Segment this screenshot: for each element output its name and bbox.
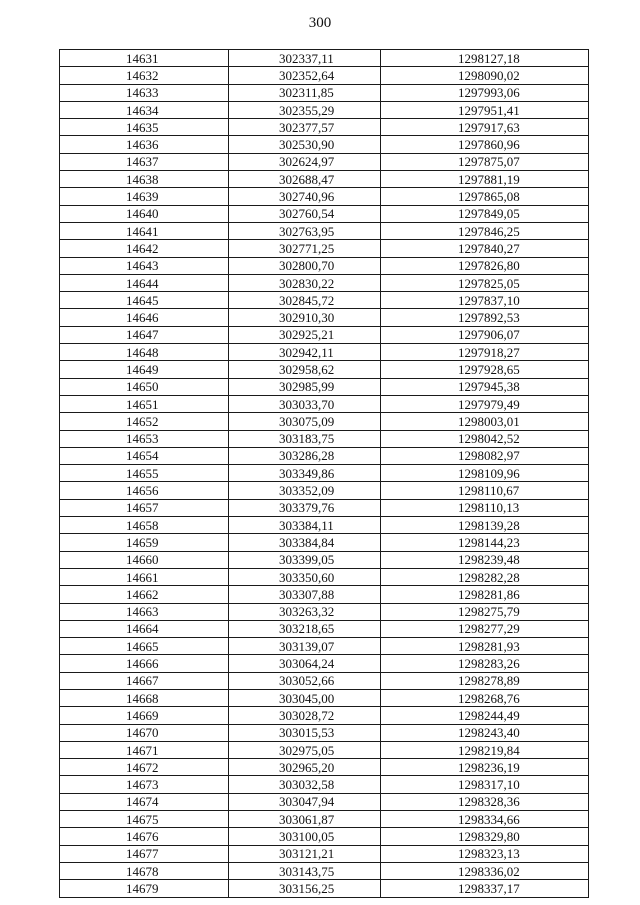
x-coordinate-cell: 303183,75 <box>229 430 381 447</box>
point-number-cell: 14670 <box>60 724 229 741</box>
y-coordinate-cell: 1297840,27 <box>381 240 589 257</box>
point-number-cell: 14651 <box>60 395 229 412</box>
table-row <box>60 499 589 516</box>
table-row <box>60 326 589 343</box>
point-number-cell: 14638 <box>60 171 229 188</box>
table-row <box>60 361 589 378</box>
y-coordinate-cell: 1298328,36 <box>381 793 589 810</box>
table-row <box>60 344 589 361</box>
table-row <box>60 586 589 603</box>
y-coordinate-cell: 1298127,18 <box>381 50 589 67</box>
y-coordinate-cell: 1298275,79 <box>381 603 589 620</box>
y-coordinate-cell: 1297875,07 <box>381 153 589 170</box>
x-coordinate-cell: 303307,88 <box>229 586 381 603</box>
point-number-cell: 14645 <box>60 292 229 309</box>
y-coordinate-cell: 1297846,25 <box>381 222 589 239</box>
y-coordinate-cell: 1297837,10 <box>381 292 589 309</box>
point-number-cell: 14668 <box>60 689 229 706</box>
table-row <box>60 534 589 551</box>
y-coordinate-cell: 1298082,97 <box>381 447 589 464</box>
y-coordinate-cell: 1297951,41 <box>381 101 589 118</box>
y-coordinate-cell: 1297865,08 <box>381 188 589 205</box>
point-number-cell: 14672 <box>60 759 229 776</box>
point-number-cell: 14653 <box>60 430 229 447</box>
point-number-cell: 14669 <box>60 707 229 724</box>
table-row <box>60 378 589 395</box>
y-coordinate-cell: 1297918,27 <box>381 344 589 361</box>
y-coordinate-cell: 1298281,93 <box>381 638 589 655</box>
table-row <box>60 828 589 845</box>
point-number-cell: 14643 <box>60 257 229 274</box>
table-row <box>60 880 589 897</box>
page-number: 300 <box>308 15 332 31</box>
table-row <box>60 274 589 291</box>
table-row <box>60 672 589 689</box>
point-number-cell: 14675 <box>60 811 229 828</box>
y-coordinate-cell: 1298139,28 <box>381 517 589 534</box>
point-number-cell: 14632 <box>60 67 229 84</box>
y-coordinate-cell: 1298236,19 <box>381 759 589 776</box>
x-coordinate-cell: 302942,11 <box>229 344 381 361</box>
y-coordinate-cell: 1298239,48 <box>381 551 589 568</box>
table-row <box>60 759 589 776</box>
point-number-cell: 14631 <box>60 50 229 67</box>
point-number-cell: 14647 <box>60 326 229 343</box>
y-coordinate-cell: 1297917,63 <box>381 119 589 136</box>
point-number-cell: 14661 <box>60 568 229 585</box>
y-coordinate-cell: 1298110,13 <box>381 499 589 516</box>
table-row <box>60 119 589 136</box>
x-coordinate-cell: 302311,85 <box>229 84 381 101</box>
x-coordinate-cell: 302530,90 <box>229 136 381 153</box>
x-coordinate-cell: 303139,07 <box>229 638 381 655</box>
y-coordinate-cell: 1298219,84 <box>381 741 589 758</box>
point-number-cell: 14676 <box>60 828 229 845</box>
y-coordinate-cell: 1298334,66 <box>381 811 589 828</box>
table-row <box>60 153 589 170</box>
point-number-cell: 14666 <box>60 655 229 672</box>
y-coordinate-cell: 1298317,10 <box>381 776 589 793</box>
x-coordinate-cell: 303121,21 <box>229 845 381 862</box>
point-number-cell: 14662 <box>60 586 229 603</box>
y-coordinate-cell: 1297945,38 <box>381 378 589 395</box>
x-coordinate-cell: 302845,72 <box>229 292 381 309</box>
y-coordinate-cell: 1297906,07 <box>381 326 589 343</box>
x-coordinate-cell: 302800,70 <box>229 257 381 274</box>
table-row <box>60 136 589 153</box>
x-coordinate-cell: 302925,21 <box>229 326 381 343</box>
table-row <box>60 811 589 828</box>
y-coordinate-cell: 1297892,53 <box>381 309 589 326</box>
point-number-cell: 14639 <box>60 188 229 205</box>
point-number-cell: 14664 <box>60 620 229 637</box>
y-coordinate-cell: 1298337,17 <box>381 880 589 897</box>
coordinates-table-body <box>60 50 589 898</box>
x-coordinate-cell: 303350,60 <box>229 568 381 585</box>
y-coordinate-cell: 1297826,80 <box>381 257 589 274</box>
y-coordinate-cell: 1298109,96 <box>381 465 589 482</box>
point-number-cell: 14640 <box>60 205 229 222</box>
point-number-cell: 14644 <box>60 274 229 291</box>
x-coordinate-cell: 302830,22 <box>229 274 381 291</box>
x-coordinate-cell: 302910,30 <box>229 309 381 326</box>
y-coordinate-cell: 1298090,02 <box>381 67 589 84</box>
y-coordinate-cell: 1297849,05 <box>381 205 589 222</box>
y-coordinate-cell: 1298283,26 <box>381 655 589 672</box>
point-number-cell: 14637 <box>60 153 229 170</box>
point-number-cell: 14663 <box>60 603 229 620</box>
y-coordinate-cell: 1298003,01 <box>381 413 589 430</box>
table-row <box>60 222 589 239</box>
x-coordinate-cell: 303100,05 <box>229 828 381 845</box>
y-coordinate-cell: 1298244,49 <box>381 707 589 724</box>
x-coordinate-cell: 302688,47 <box>229 171 381 188</box>
table-row <box>60 188 589 205</box>
point-number-cell: 14679 <box>60 880 229 897</box>
x-coordinate-cell: 302763,95 <box>229 222 381 239</box>
x-coordinate-cell: 303061,87 <box>229 811 381 828</box>
x-coordinate-cell: 303156,25 <box>229 880 381 897</box>
table-row <box>60 101 589 118</box>
point-number-cell: 14635 <box>60 119 229 136</box>
table-row <box>60 724 589 741</box>
x-coordinate-cell: 303033,70 <box>229 395 381 412</box>
x-coordinate-cell: 303384,11 <box>229 517 381 534</box>
point-number-cell: 14633 <box>60 84 229 101</box>
x-coordinate-cell: 303047,94 <box>229 793 381 810</box>
y-coordinate-cell: 1298277,29 <box>381 620 589 637</box>
point-number-cell: 14678 <box>60 862 229 879</box>
point-number-cell: 14665 <box>60 638 229 655</box>
x-coordinate-cell: 303015,53 <box>229 724 381 741</box>
y-coordinate-cell: 1298278,89 <box>381 672 589 689</box>
table-row <box>60 655 589 672</box>
y-coordinate-cell: 1298329,80 <box>381 828 589 845</box>
table-row <box>60 551 589 568</box>
x-coordinate-cell: 302975,05 <box>229 741 381 758</box>
table-row <box>60 845 589 862</box>
table-row <box>60 862 589 879</box>
x-coordinate-cell: 303399,05 <box>229 551 381 568</box>
x-coordinate-cell: 302337,11 <box>229 50 381 67</box>
y-coordinate-cell: 1298282,28 <box>381 568 589 585</box>
x-coordinate-cell: 303263,32 <box>229 603 381 620</box>
point-number-cell: 14642 <box>60 240 229 257</box>
table-row <box>60 482 589 499</box>
point-number-cell: 14646 <box>60 309 229 326</box>
point-number-cell: 14673 <box>60 776 229 793</box>
table-row <box>60 638 589 655</box>
point-number-cell: 14657 <box>60 499 229 516</box>
table-row <box>60 67 589 84</box>
table-row <box>60 171 589 188</box>
point-number-cell: 14636 <box>60 136 229 153</box>
x-coordinate-cell: 303075,09 <box>229 413 381 430</box>
y-coordinate-cell: 1297993,06 <box>381 84 589 101</box>
x-coordinate-cell: 303286,28 <box>229 447 381 464</box>
x-coordinate-cell: 303218,65 <box>229 620 381 637</box>
point-number-cell: 14656 <box>60 482 229 499</box>
point-number-cell: 14649 <box>60 361 229 378</box>
point-number-cell: 14634 <box>60 101 229 118</box>
table-row <box>60 257 589 274</box>
y-coordinate-cell: 1297928,65 <box>381 361 589 378</box>
x-coordinate-cell: 302985,99 <box>229 378 381 395</box>
table-row <box>60 292 589 309</box>
table-row <box>60 517 589 534</box>
table-row <box>60 603 589 620</box>
x-coordinate-cell: 302355,29 <box>229 101 381 118</box>
y-coordinate-cell: 1298268,76 <box>381 689 589 706</box>
x-coordinate-cell: 303045,00 <box>229 689 381 706</box>
y-coordinate-cell: 1297825,05 <box>381 274 589 291</box>
point-number-cell: 14648 <box>60 344 229 361</box>
table-row <box>60 205 589 222</box>
x-coordinate-cell: 303143,75 <box>229 862 381 879</box>
point-number-cell: 14660 <box>60 551 229 568</box>
y-coordinate-cell: 1298144,23 <box>381 534 589 551</box>
point-number-cell: 14658 <box>60 517 229 534</box>
table-row <box>60 413 589 430</box>
table-row <box>60 620 589 637</box>
table-row <box>60 240 589 257</box>
x-coordinate-cell: 303384,84 <box>229 534 381 551</box>
x-coordinate-cell: 302352,64 <box>229 67 381 84</box>
y-coordinate-cell: 1298042,52 <box>381 430 589 447</box>
x-coordinate-cell: 302958,62 <box>229 361 381 378</box>
table-row <box>60 568 589 585</box>
coordinates-table <box>59 49 589 898</box>
x-coordinate-cell: 303352,09 <box>229 482 381 499</box>
table-row <box>60 465 589 482</box>
x-coordinate-cell: 302624,97 <box>229 153 381 170</box>
x-coordinate-cell: 303349,86 <box>229 465 381 482</box>
x-coordinate-cell: 302760,54 <box>229 205 381 222</box>
x-coordinate-cell: 302740,96 <box>229 188 381 205</box>
table-row <box>60 430 589 447</box>
x-coordinate-cell: 302771,25 <box>229 240 381 257</box>
x-coordinate-cell: 303028,72 <box>229 707 381 724</box>
y-coordinate-cell: 1298281,86 <box>381 586 589 603</box>
x-coordinate-cell: 303052,66 <box>229 672 381 689</box>
x-coordinate-cell: 302377,57 <box>229 119 381 136</box>
table-row <box>60 707 589 724</box>
table-row <box>60 309 589 326</box>
point-number-cell: 14674 <box>60 793 229 810</box>
table-row <box>60 50 589 67</box>
y-coordinate-cell: 1297979,49 <box>381 395 589 412</box>
table-row <box>60 395 589 412</box>
point-number-cell: 14667 <box>60 672 229 689</box>
table-row <box>60 776 589 793</box>
table-row <box>60 84 589 101</box>
point-number-cell: 14654 <box>60 447 229 464</box>
y-coordinate-cell: 1298336,02 <box>381 862 589 879</box>
x-coordinate-cell: 303379,76 <box>229 499 381 516</box>
x-coordinate-cell: 303064,24 <box>229 655 381 672</box>
table-row <box>60 741 589 758</box>
x-coordinate-cell: 303032,58 <box>229 776 381 793</box>
point-number-cell: 14655 <box>60 465 229 482</box>
y-coordinate-cell: 1297881,19 <box>381 171 589 188</box>
y-coordinate-cell: 1298110,67 <box>381 482 589 499</box>
y-coordinate-cell: 1298243,40 <box>381 724 589 741</box>
y-coordinate-cell: 1297860,96 <box>381 136 589 153</box>
table-row <box>60 793 589 810</box>
table-row <box>60 447 589 464</box>
point-number-cell: 14650 <box>60 378 229 395</box>
y-coordinate-cell: 1298323,13 <box>381 845 589 862</box>
point-number-cell: 14671 <box>60 741 229 758</box>
point-number-cell: 14659 <box>60 534 229 551</box>
table-row <box>60 689 589 706</box>
point-number-cell: 14677 <box>60 845 229 862</box>
point-number-cell: 14641 <box>60 222 229 239</box>
point-number-cell: 14652 <box>60 413 229 430</box>
x-coordinate-cell: 302965,20 <box>229 759 381 776</box>
